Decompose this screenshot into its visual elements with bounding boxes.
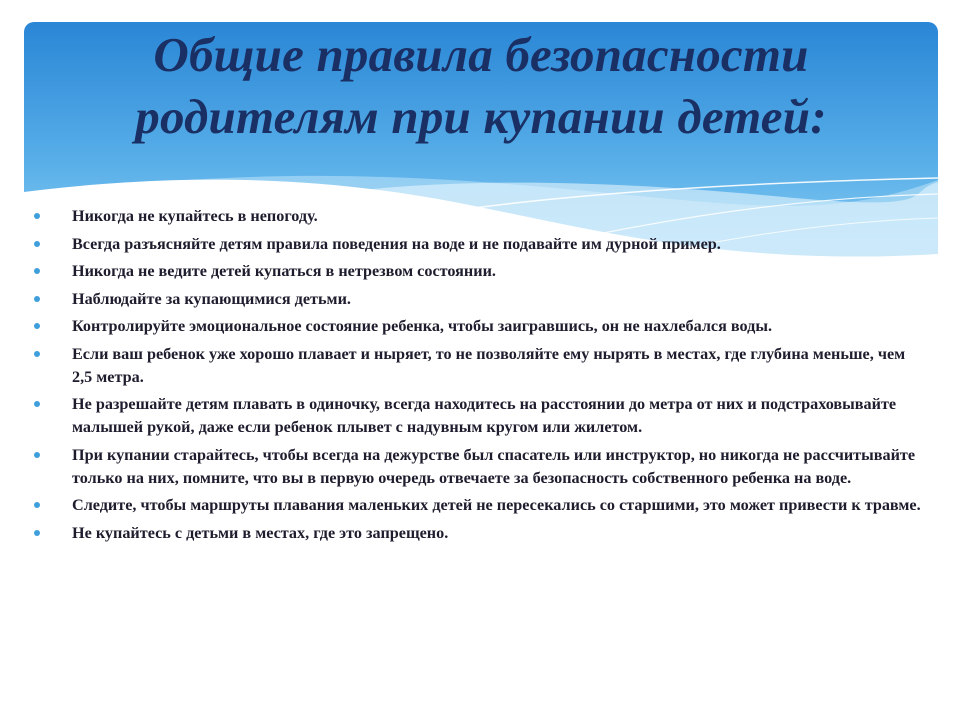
bullet-icon — [34, 323, 40, 329]
list-item — [30, 233, 925, 256]
list-item — [30, 260, 925, 283]
rule-text: Если ваш ребенок уже хорошо плавает и ныряет, то не позволяйте ему нырять в местах, где глубина меньше, чем 2,5 метра. — [72, 344, 906, 386]
title-line-2: родителям при купании детей: — [135, 89, 827, 144]
bullet-icon — [34, 452, 40, 458]
rule-text: Не купайтесь с детьми в местах, где это запрещено. — [72, 523, 449, 542]
rule-text: Следите, чтобы маршруты плавания маленьких детей не пересекались со старшими, это может привести к травме. — [72, 496, 921, 514]
rule-text: При купании старайтесь, чтобы всегда на дежурстве был спасатель или инструктор, но никогда не рассчитывайте только на них, помните, что вы в первую очередь отвечаете за безопасность собственного ребенка на воде. — [72, 445, 916, 487]
list-item — [30, 444, 925, 490]
list-item — [30, 288, 925, 311]
slide-title — [24, 24, 938, 164]
bullet-icon — [34, 530, 40, 536]
title-line-1: Общие правила безопасности — [153, 27, 809, 82]
list-item — [30, 494, 925, 517]
bullet-icon — [34, 268, 40, 274]
list-item — [30, 522, 925, 545]
rule-text: Не разрешайте детям плавать в одиночку, всегда находитесь на расстоянии до метра от них и подстраховывайте малышей рукой, даже если ребенок плывет с надувным кругом или жилетом. — [72, 395, 897, 436]
rule-text: Никогда не купайтесь в непогоду. — [72, 207, 318, 225]
bullet-icon — [34, 213, 40, 219]
bullet-icon — [34, 296, 40, 302]
bullet-icon — [34, 401, 40, 407]
bullet-icon — [34, 241, 40, 247]
bullet-icon — [34, 502, 40, 508]
safety-rules-list — [30, 205, 925, 549]
rule-text: Всегда разъясняйте детям правила поведения на воде и не подавайте им дурной пример. — [72, 234, 721, 253]
list-item — [30, 315, 925, 338]
list-item — [30, 343, 925, 389]
rule-text: Контролируйте эмоциональное состояние ребенка, чтобы заигравшись, он не нахлебался воды. — [72, 317, 773, 335]
list-item — [30, 393, 925, 439]
rule-text: Никогда не ведите детей купаться в нетрезвом состоянии. — [72, 262, 496, 280]
bullet-icon — [34, 351, 40, 357]
list-item — [30, 205, 925, 228]
rule-text: Наблюдайте за купающимися детьми. — [72, 289, 351, 308]
